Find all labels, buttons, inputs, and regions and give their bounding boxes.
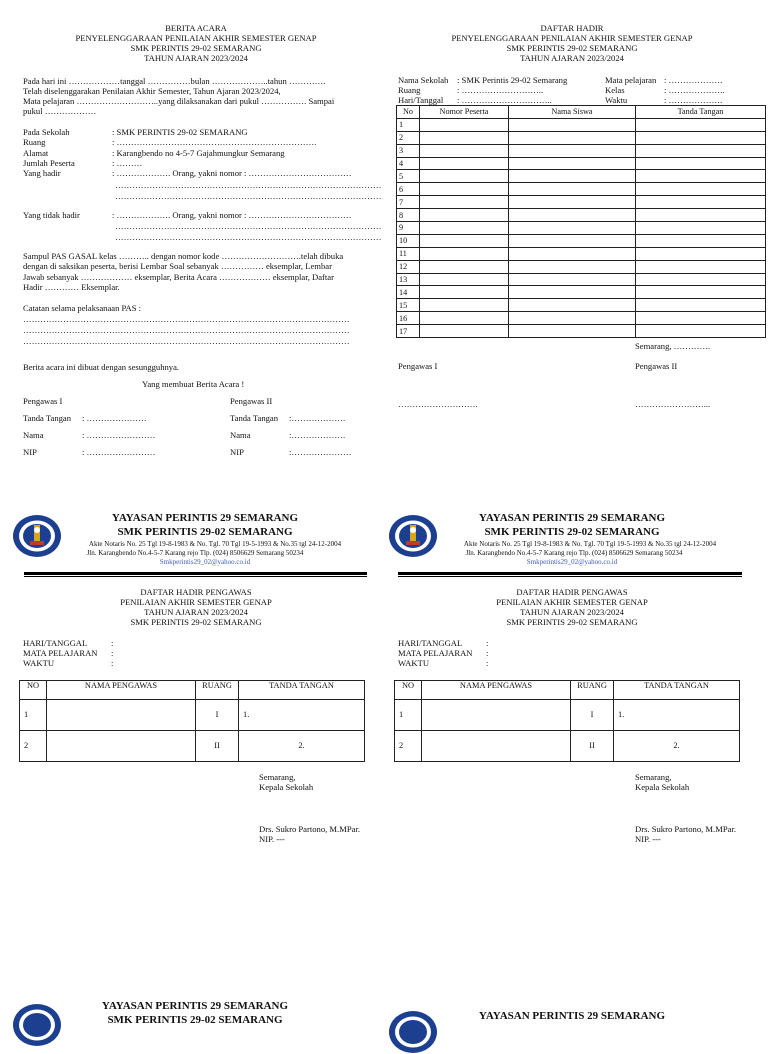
info-colon: : — [111, 658, 114, 668]
school-name: SMK PERINTIS 29-02 SEMARANG — [107, 1014, 283, 1026]
info-label: MATA PELAJARAN — [23, 648, 98, 658]
info-label: Mata pelajaran — [605, 75, 657, 85]
pengawas2-value: :………………. — [289, 413, 346, 423]
info-label: Kelas — [605, 85, 625, 95]
pengawas2-label: Tanda Tangan — [230, 413, 279, 423]
cell-ttd: 2. — [614, 731, 740, 762]
info-value: : ………………. — [664, 95, 723, 105]
pengawas1-value: : ………………… — [82, 413, 147, 423]
pengawas1-signature-line: ………………………. — [398, 399, 478, 409]
title-line: PENILAIAN AKHIR SEMESTER GENAP — [120, 597, 272, 608]
info-colon: : — [111, 638, 114, 648]
maker-statement: Yang membuat Berita Acara ! — [142, 379, 245, 389]
info-colon: : — [486, 658, 489, 668]
table-row — [395, 731, 740, 762]
cell-no: 5 — [397, 170, 420, 183]
sign-name: Drs. Sukro Partono, M.MPar. — [259, 824, 360, 834]
title-line: TAHUN AJARAN 2023/2024 — [520, 53, 624, 64]
pengawas2-label: Nama — [230, 430, 251, 440]
email-link[interactable]: Smkperintis29_02@yahoo.co.id — [159, 558, 251, 566]
school-name: SMK PERINTIS 29-02 SEMARANG — [484, 526, 660, 538]
cell-nama — [47, 731, 196, 762]
table-header-row — [395, 681, 740, 700]
sign-role: Kepala Sekolah — [259, 782, 314, 792]
title-line: SMK PERINTIS 29-02 SEMARANG — [506, 617, 638, 628]
title-line: SMK PERINTIS 29-02 SEMARANG — [506, 43, 638, 54]
pengawas1-label: Tanda Tangan — [23, 413, 72, 423]
info-label: WAKTU — [23, 658, 55, 668]
info-label: Ruang — [398, 85, 421, 95]
cell-no: 8 — [397, 209, 420, 222]
title-line: BERITA ACARA — [165, 23, 227, 33]
cell-ruang: II — [196, 731, 239, 762]
col-nomor-peserta: Nomor Peserta — [420, 106, 509, 119]
title-line: PENYELENGGARAAN PENILAIAN AKHIR SEMESTER GENAP — [75, 33, 317, 44]
cell-ttd: 1. — [614, 700, 740, 731]
sampul-line-2: dengan di saksikan peserta, berisi Lembar Soal sebanyak …………… eksemplar, Lembar — [23, 261, 332, 271]
pengawas-title — [20, 587, 372, 628]
col-nama-pengawas: NAMA PENGAWAS — [422, 681, 571, 700]
letterhead-rule-thin — [398, 576, 742, 577]
field-label-sekolah: Pada Sekolah — [23, 127, 70, 137]
table-row — [395, 700, 740, 731]
pengawas2-title: Pengawas II — [635, 361, 678, 371]
closing-statement: Berita acara ini dibuat dengan sesungguhnya. — [23, 362, 180, 372]
info-colon: : — [486, 648, 489, 658]
col-no: NO — [20, 681, 47, 700]
info-colon: : — [111, 648, 114, 658]
pengawas2-value: :………………… — [289, 447, 352, 457]
cell-no: 13 — [397, 273, 420, 286]
place-date: Semarang, …………. — [635, 341, 711, 351]
cell-no: 1 — [395, 700, 422, 731]
info-label: HARI/TANGGAL — [23, 638, 88, 648]
info-label: Hari/Tanggal — [398, 95, 444, 105]
title-line: SMK PERINTIS 29-02 SEMARANG — [130, 43, 262, 54]
pengawas2-value: :………………. — [289, 430, 346, 440]
field-value-ruang: : ……………………………………………………………. — [112, 137, 317, 147]
pengawas2-label: NIP — [230, 447, 244, 457]
cell-no: 14 — [397, 286, 420, 299]
cell-no: 11 — [397, 247, 420, 260]
sign-place: Semarang, — [259, 772, 296, 782]
cell-no: 2 — [395, 731, 422, 762]
title-line: TAHUN AJARAN 2023/2024 — [144, 53, 248, 64]
cell-no: 2 — [20, 731, 47, 762]
tidak-hadir-dots: ………………………………………………………………………………… — [115, 221, 382, 231]
field-value-jumlah: : ……… — [112, 158, 143, 168]
info-value: : SMK Perintis 29-02 Semarang — [457, 75, 568, 85]
cell-no: 4 — [397, 157, 420, 170]
tidak-hadir-label: Yang tidak hadir — [23, 210, 80, 220]
pengawas-form-right — [384, 0, 768, 1024]
school-name: SMK PERINTIS 29-02 SEMARANG — [117, 526, 293, 538]
letterhead-rule — [24, 572, 367, 575]
hadir-dots: ………………………………………………………………………………… — [115, 191, 382, 201]
pengawas1-title: Pengawas I — [23, 396, 63, 406]
pengawas-table — [19, 680, 365, 762]
sign-role: Kepala Sekolah — [635, 782, 690, 792]
info-colon: : — [486, 638, 489, 648]
foundation-name: YAYASAN PERINTIS 29 SEMARANG — [478, 512, 666, 524]
field-label-jumlah: Jumlah Peserta — [23, 158, 75, 168]
intro-line-4: pukul ……………… — [23, 106, 97, 116]
sign-nip: NIP. --- — [635, 834, 661, 844]
pengawas-table — [394, 680, 740, 762]
field-label-ruang: Ruang — [23, 137, 46, 147]
title-line: TAHUN AJARAN 2023/2024 — [144, 607, 248, 618]
pengawas1-label: NIP — [23, 447, 37, 457]
cell-no: 12 — [397, 260, 420, 273]
cell-ttd: 2. — [239, 731, 365, 762]
hadir-dots: ………………………………………………………………………………… — [115, 180, 382, 190]
field-value-sekolah: : SMK PERINTIS 29-02 SEMARANG — [112, 127, 248, 137]
catatan-dots: …………………………………………………………………………………………………… — [23, 325, 350, 335]
foundation-name: YAYASAN PERINTIS 29 SEMARANG — [101, 1000, 289, 1012]
catatan-dots: …………………………………………………………………………………………………… — [23, 314, 350, 324]
sign-nip: NIP. --- — [259, 834, 285, 844]
col-ruang: RUANG — [196, 681, 239, 700]
pengawas-title — [396, 587, 748, 628]
info-value: : ……………………….. — [457, 85, 544, 95]
pengawas1-value: : …………………… — [82, 447, 156, 457]
col-tanda-tangan: TANDA TANGAN — [239, 681, 365, 700]
info-label: MATA PELAJARAN — [398, 648, 473, 658]
table-row — [20, 700, 365, 731]
intro-line-3: Mata pelajaran ………………………..yang dilaksanakan dari pukul ……………. Sampai — [23, 96, 335, 106]
pengawas-form-left — [0, 0, 384, 1024]
col-no: NO — [395, 681, 422, 700]
field-value-hadir: : ………………. Orang, yakni nomor : ……………………………… — [112, 168, 352, 178]
pengawas1-label: Nama — [23, 430, 44, 440]
field-label-hadir: Yang hadir — [23, 168, 61, 178]
akte-text: Akte Notaris No. 25 Tgl 19-8-1983 & No. Tgl. 70 Tgl 19-5-1993 & No.35 tgl 24-12-2004 — [88, 540, 342, 548]
catatan-label: Catatan selama pelaksanaan PAS : — [23, 303, 142, 313]
title-line: PENILAIAN AKHIR SEMESTER GENAP — [496, 597, 648, 608]
info-value: : ……………….. — [664, 85, 725, 95]
cell-ruang: II — [571, 731, 614, 762]
col-nama-siswa: Nama Siswa — [509, 106, 636, 119]
col-ruang: RUANG — [571, 681, 614, 700]
catatan-dots: …………………………………………………………………………………………………… — [23, 336, 350, 346]
akte-text: Akte Notaris No. 25 Tgl 19-8-1983 & No. Tgl. 70 Tgl 19-5-1993 & No.35 tgl 24-12-2004 — [463, 540, 717, 548]
col-tanda-tangan: Tanda Tangan — [636, 106, 766, 119]
title-line: DAFTAR HADIR PENGAWAS — [140, 587, 252, 597]
cell-no: 10 — [397, 234, 420, 247]
pengawas1-value: : …………………… — [82, 430, 156, 440]
sampul-line-3: Jawab sebanyak ……………… eksemplar, Berita Acara ……………… eksemplar, Daftar — [23, 272, 334, 282]
foundation-name: YAYASAN PERINTIS 29 SEMARANG — [111, 512, 299, 524]
cell-no: 2 — [397, 131, 420, 144]
sign-place: Semarang, — [635, 772, 672, 782]
title-line: PENYELENGGARAAN PENILAIAN AKHIR SEMESTER GENAP — [451, 33, 693, 44]
field-label-alamat: Alamat — [23, 148, 49, 158]
cell-ttd: 1. — [239, 700, 365, 731]
email-link[interactable]: Smkperintis29_02@yahoo.co.id — [526, 558, 618, 566]
cell-nama — [422, 700, 571, 731]
table-row — [20, 731, 365, 762]
col-nama-pengawas: NAMA PENGAWAS — [47, 681, 196, 700]
letterhead-rule-thin — [24, 576, 367, 577]
pengawas2-signature-line: ……………………... — [635, 399, 711, 409]
sign-name: Drs. Sukro Partono, M.MPar. — [635, 824, 736, 834]
sampul-line-1: Sampul PAS GASAL kelas ……….. dengan nomor kode ……………………….telah dibuka — [23, 251, 344, 261]
info-value: : ………………………….. — [457, 95, 552, 105]
cell-no: 1 — [397, 118, 420, 131]
cell-ruang: I — [571, 700, 614, 731]
cell-no: 17 — [397, 325, 420, 338]
cell-no: 15 — [397, 299, 420, 312]
title-line: TAHUN AJARAN 2023/2024 — [520, 607, 624, 618]
pengawas2-title: Pengawas II — [230, 396, 273, 406]
title-line: DAFTAR HADIR PENGAWAS — [516, 587, 628, 597]
cell-no: 16 — [397, 312, 420, 325]
title-line: SMK PERINTIS 29-02 SEMARANG — [130, 617, 262, 628]
cell-no: 6 — [397, 183, 420, 196]
col-no: No — [397, 106, 420, 119]
tidak-hadir-value: : ………………. Orang, yakni nomor : ……………………………… — [112, 210, 352, 220]
cell-nama — [422, 731, 571, 762]
title-line: DAFTAR HADIR — [540, 23, 604, 33]
info-label: Waktu — [605, 95, 628, 105]
cell-ruang: I — [196, 700, 239, 731]
sampul-line-4: Hadir ………… Eksemplar. — [23, 282, 120, 292]
letterhead-rule — [398, 572, 742, 575]
intro-line-2: Telah diselenggarakan Penilaian Akhir Semester, Tahun Ajaran 2023/2024, — [23, 86, 281, 96]
cell-no: 9 — [397, 222, 420, 235]
pengawas1-title: Pengawas I — [398, 361, 438, 371]
address-text: Jln. Karangbendo No.4-5-7 Karang rejo Tlp. (024) 8506629 Semarang 50234 — [465, 549, 683, 557]
cell-no: 1 — [20, 700, 47, 731]
foundation-name: YAYASAN PERINTIS 29 SEMARANG — [478, 1010, 666, 1022]
tidak-hadir-dots: ………………………………………………………………………………… — [115, 232, 382, 242]
col-tanda-tangan: TANDA TANGAN — [614, 681, 740, 700]
cell-nama — [47, 700, 196, 731]
info-label: HARI/TANGGAL — [398, 638, 463, 648]
cell-no: 3 — [397, 144, 420, 157]
cell-no: 7 — [397, 196, 420, 209]
info-label: Nama Sekolah — [398, 75, 449, 85]
intro-line-1: Pada hari ini ………………tanggal ……………bulan ………………..tahun …………. — [23, 76, 326, 86]
info-label: WAKTU — [398, 658, 430, 668]
address-text: Jln. Karangbendo No.4-5-7 Karang rejo Tlp. (024) 8506629 Semarang 50234 — [86, 549, 304, 557]
table-header-row — [20, 681, 365, 700]
field-value-alamat: : Karangbendo no 4-5-7 Gajahmungkur Semarang — [112, 148, 285, 158]
info-value: : ………………. — [664, 75, 723, 85]
